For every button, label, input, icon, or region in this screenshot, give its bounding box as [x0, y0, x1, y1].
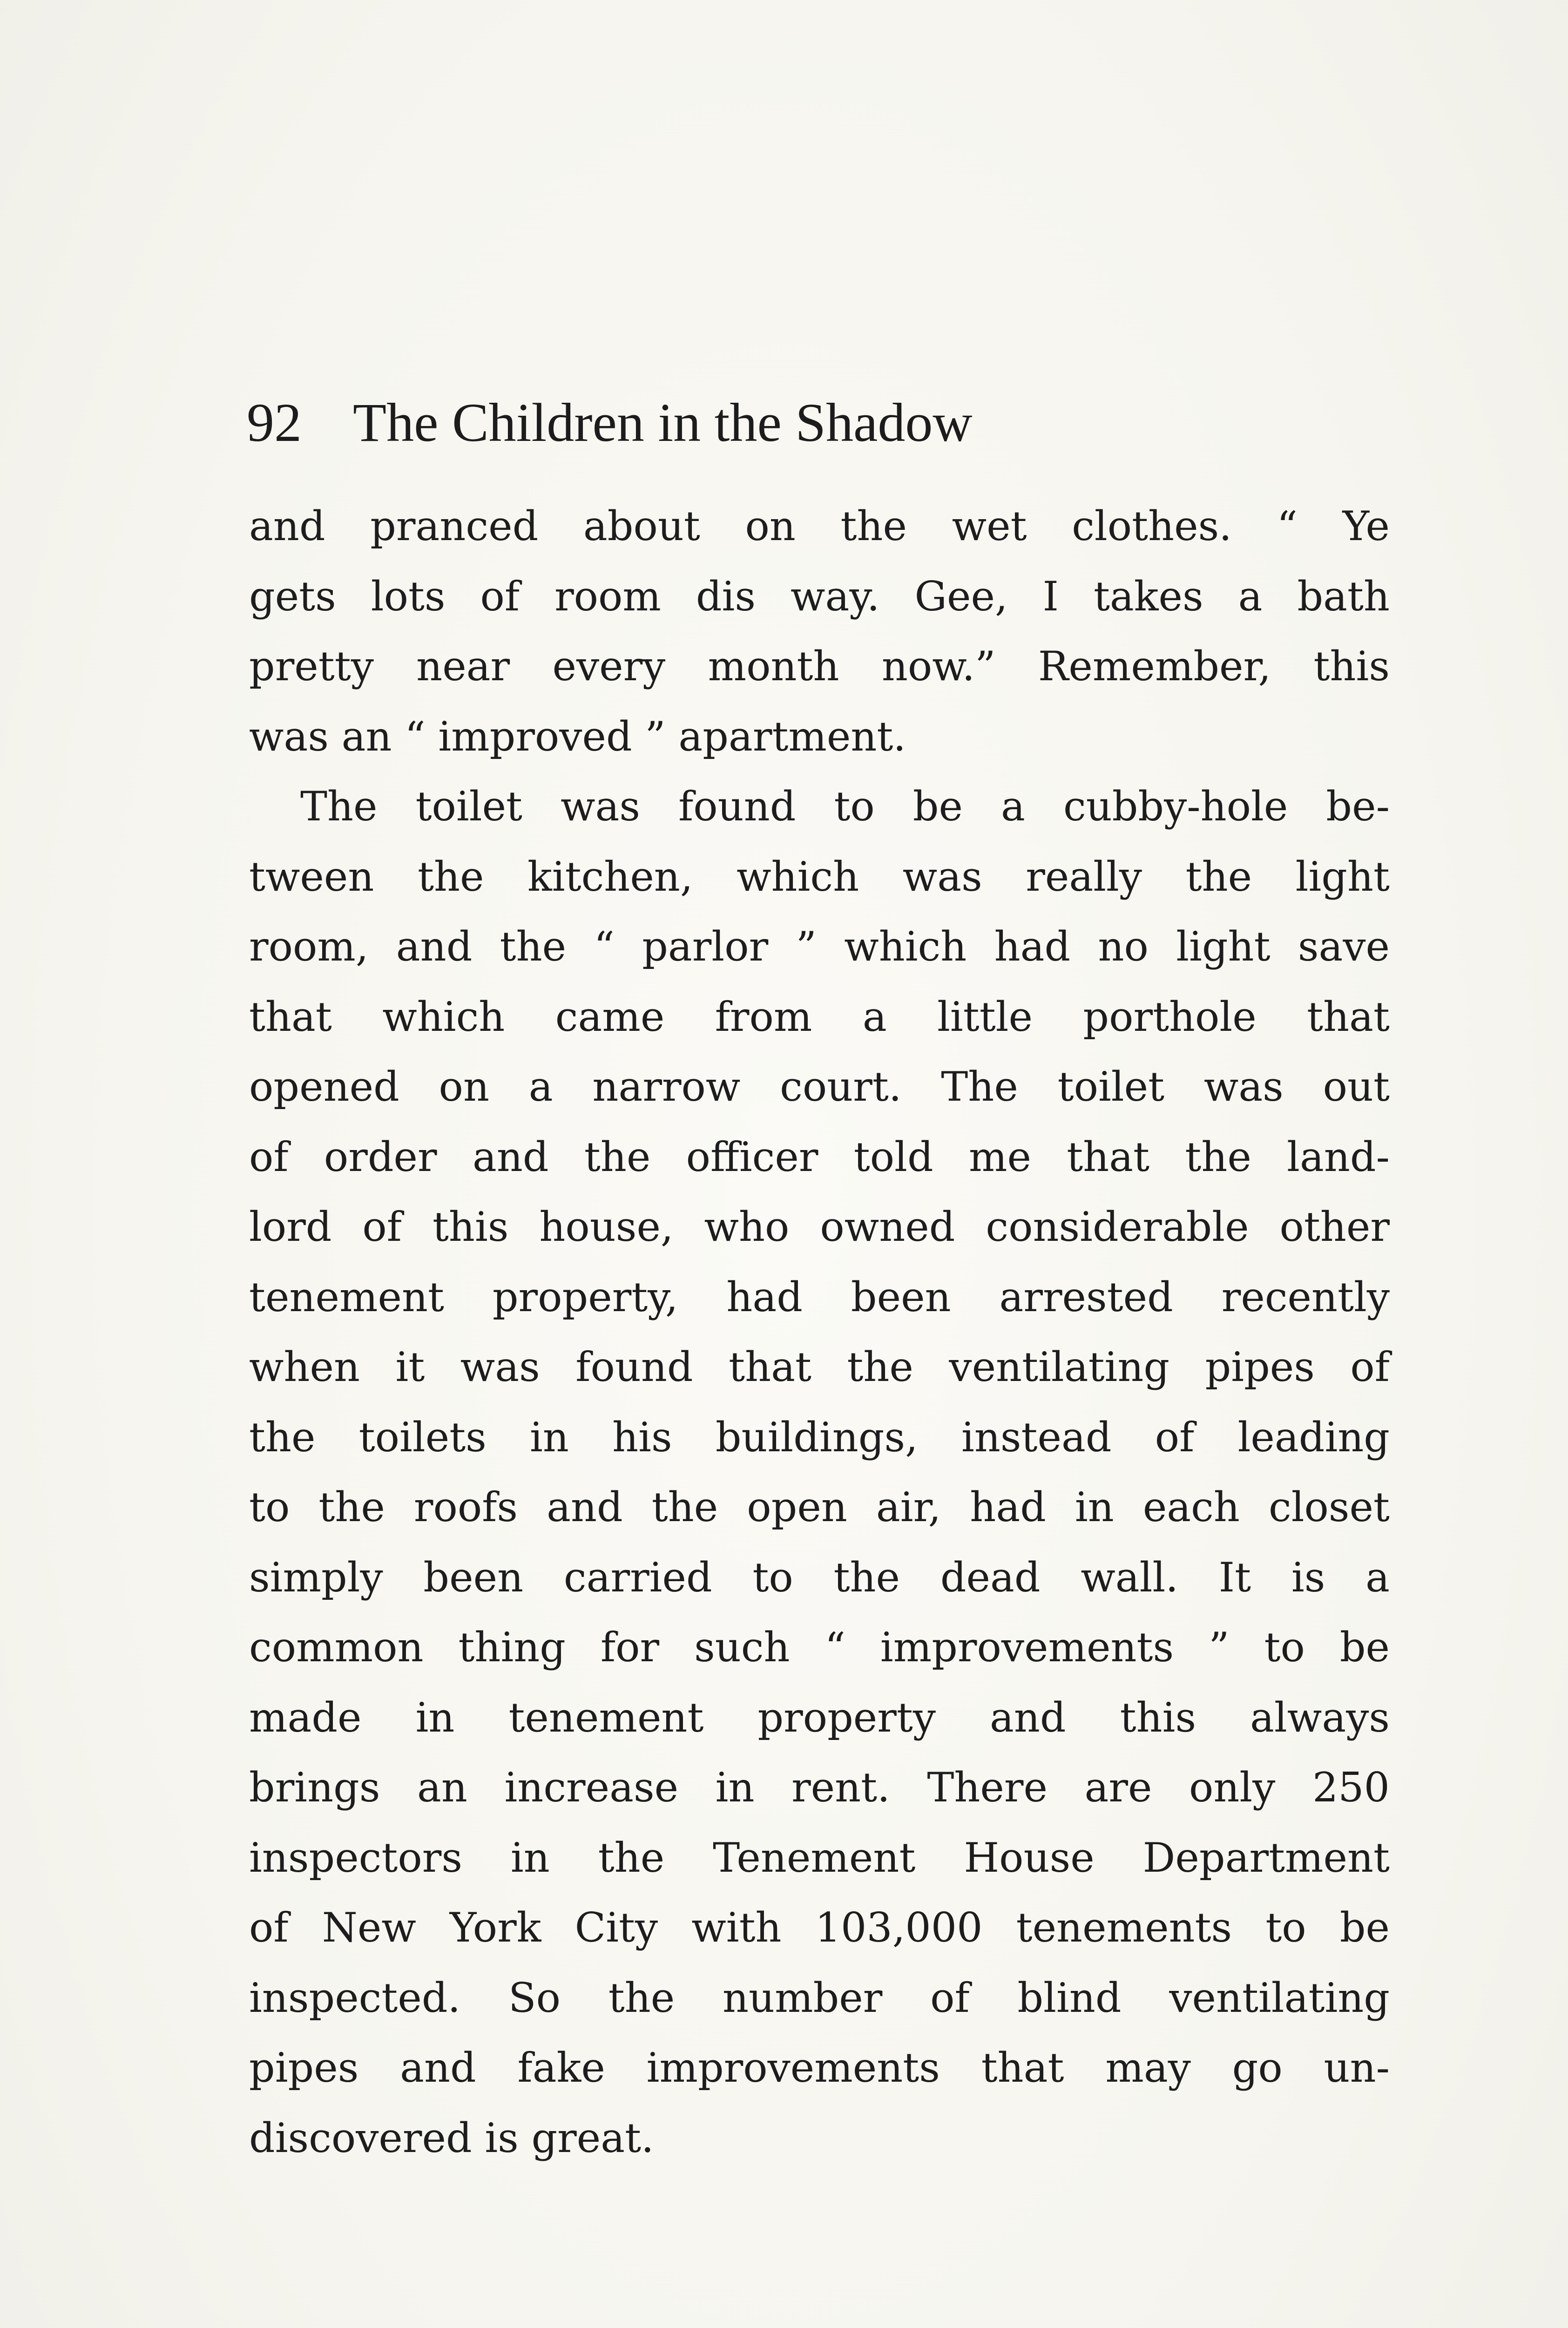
text-line: inspected. So the number of blind ventilating: [249, 1974, 1390, 2022]
text-line: pipes and fake improvements that may go un-: [249, 2044, 1390, 2091]
text-line: tenement property, had been arrested recently: [249, 1273, 1390, 1321]
running-head: [247, 391, 1290, 456]
text-line: of New York City with 103,000 tenements to be: [249, 1904, 1390, 1951]
text-line: that which came from a little porthole that: [249, 993, 1390, 1041]
text-line: brings an increase in rent. There are only 250: [249, 1764, 1390, 1811]
text-line: The toilet was found to be a cubby-hole be-: [300, 783, 1390, 830]
text-line: and pranced about on the wet clothes. “ Ye: [249, 502, 1390, 550]
text-line: the toilets in his buildings, instead of leading: [249, 1413, 1390, 1461]
text-line: made in tenement property and this always: [249, 1693, 1390, 1741]
text-line: gets lots of room dis way. Gee, I takes a bath: [249, 572, 1390, 620]
text-line: to the roofs and the open air, had in each closet: [249, 1483, 1390, 1531]
paragraph-2: [249, 771, 1390, 2173]
text-line: inspectors in the Tenement House Department: [249, 1834, 1390, 1881]
text-line: when it was found that the ventilating pipes of: [249, 1343, 1390, 1391]
text-line: opened on a narrow court. The toilet was out: [249, 1063, 1390, 1110]
text-line: simply been carried to the dead wall. It is a: [249, 1553, 1390, 1601]
text-line: common thing for such “ improvements ” to be: [249, 1624, 1390, 1671]
text-line: was an “ improved ” apartment.: [249, 712, 906, 760]
text-line: pretty near every month now.” Remember, this: [249, 643, 1390, 690]
body-text: [249, 491, 1390, 2173]
page-number: 92: [247, 392, 302, 453]
text-line: room, and the “ parlor ” which had no light save: [249, 923, 1390, 970]
text-line: lord of this house, who owned considerable other: [249, 1203, 1390, 1251]
text-line: of order and the officer told me that the land-: [249, 1133, 1390, 1181]
paragraph-1: [249, 491, 1390, 771]
text-line: discovered is great.: [249, 2114, 654, 2162]
text-line: tween the kitchen, which was really the light: [249, 853, 1390, 900]
running-title: The Children in the Shadow: [353, 392, 973, 453]
